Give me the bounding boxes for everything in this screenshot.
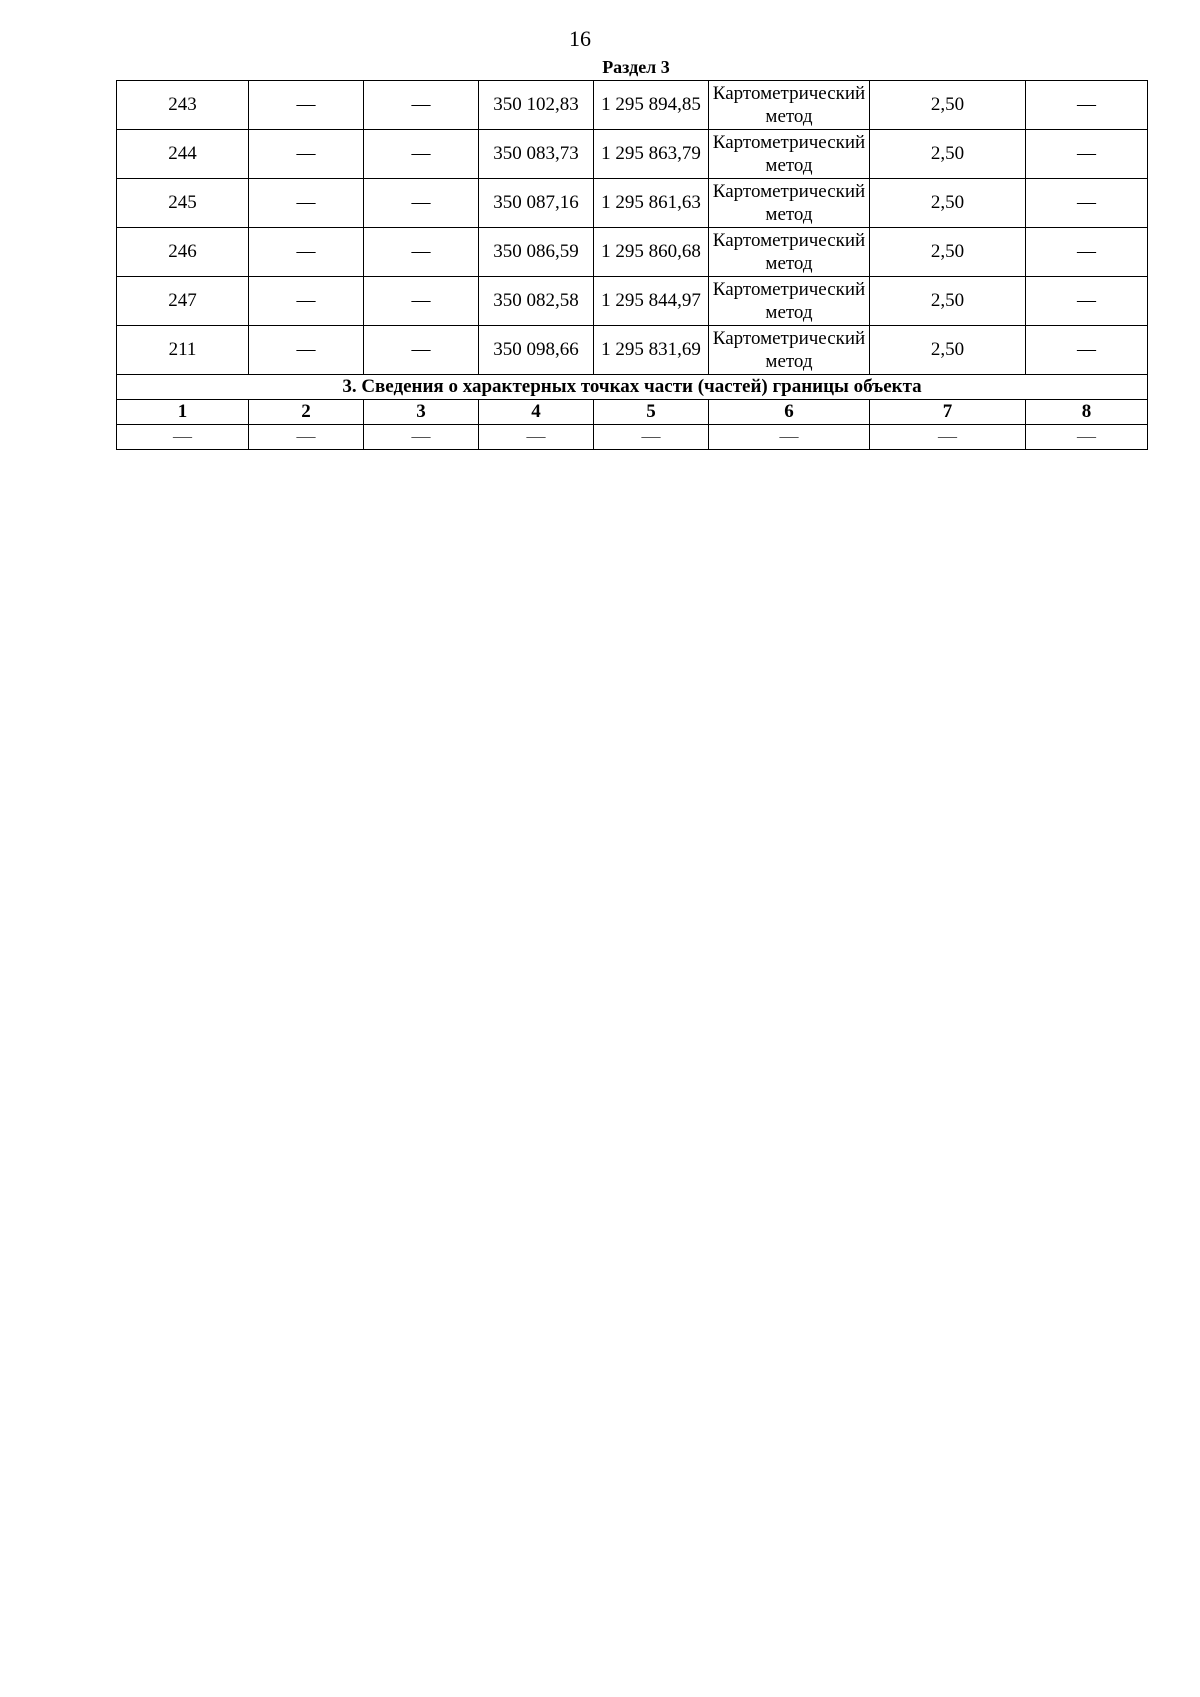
column-number: 6 [709, 400, 870, 425]
dash-cell: — [1026, 179, 1148, 228]
dash-cell: — [249, 326, 364, 375]
table-row [117, 179, 1148, 228]
point-number-cell: 247 [117, 277, 249, 326]
dash-cell: — [1026, 228, 1148, 277]
dash-cell: — [364, 326, 479, 375]
dash-cell: — [249, 179, 364, 228]
dash-cell: — [364, 179, 479, 228]
empty-part-row [117, 425, 1148, 450]
column-number: 7 [870, 400, 1026, 425]
dash-cell: — [117, 425, 249, 450]
accuracy-cell: 2,50 [870, 228, 1026, 277]
dash-cell: — [1026, 277, 1148, 326]
x-coordinate-cell: 350 102,83 [479, 81, 594, 130]
dash-cell: — [1026, 425, 1148, 450]
point-number-cell: 245 [117, 179, 249, 228]
part-section-heading-row [117, 375, 1148, 400]
method-cell: Картометрический метод [709, 326, 870, 375]
column-number: 3 [364, 400, 479, 425]
coordinates-table [116, 80, 1148, 450]
method-cell: Картометрический метод [709, 277, 870, 326]
y-coordinate-cell: 1 295 861,63 [594, 179, 709, 228]
table-row [117, 277, 1148, 326]
point-number-cell: 246 [117, 228, 249, 277]
accuracy-cell: 2,50 [870, 326, 1026, 375]
table-row [117, 130, 1148, 179]
method-cell: Картометрический метод [709, 81, 870, 130]
dash-cell: — [594, 425, 709, 450]
table-row [117, 81, 1148, 130]
column-number: 8 [1026, 400, 1148, 425]
point-number-cell: 211 [117, 326, 249, 375]
accuracy-cell: 2,50 [870, 277, 1026, 326]
x-coordinate-cell: 350 098,66 [479, 326, 594, 375]
x-coordinate-cell: 350 087,16 [479, 179, 594, 228]
dash-cell: — [364, 277, 479, 326]
column-number: 4 [479, 400, 594, 425]
part-section-heading: 3. Сведения о характерных точках части (частей) границы объекта [117, 375, 1148, 400]
accuracy-cell: 2,50 [870, 81, 1026, 130]
dash-cell: — [249, 228, 364, 277]
y-coordinate-cell: 1 295 831,69 [594, 326, 709, 375]
dash-cell: — [709, 425, 870, 450]
table-row [117, 326, 1148, 375]
y-coordinate-cell: 1 295 844,97 [594, 277, 709, 326]
x-coordinate-cell: 350 083,73 [479, 130, 594, 179]
dash-cell: — [249, 130, 364, 179]
dash-cell: — [249, 425, 364, 450]
y-coordinate-cell: 1 295 863,79 [594, 130, 709, 179]
point-number-cell: 244 [117, 130, 249, 179]
method-cell: Картометрический метод [709, 130, 870, 179]
dash-cell: — [364, 425, 479, 450]
dash-cell: — [364, 228, 479, 277]
table-row [117, 228, 1148, 277]
x-coordinate-cell: 350 086,59 [479, 228, 594, 277]
dash-cell: — [479, 425, 594, 450]
dash-cell: — [1026, 326, 1148, 375]
dash-cell: — [1026, 130, 1148, 179]
column-number: 1 [117, 400, 249, 425]
page-number: 16 [569, 26, 591, 51]
point-number-cell: 243 [117, 81, 249, 130]
y-coordinate-cell: 1 295 894,85 [594, 81, 709, 130]
x-coordinate-cell: 350 082,58 [479, 277, 594, 326]
dash-cell: — [364, 81, 479, 130]
accuracy-cell: 2,50 [870, 179, 1026, 228]
dash-cell: — [870, 425, 1026, 450]
dash-cell: — [249, 81, 364, 130]
method-cell: Картометрический метод [709, 228, 870, 277]
dash-cell: — [364, 130, 479, 179]
dash-cell: — [249, 277, 364, 326]
column-number-row [117, 400, 1148, 425]
method-cell: Картометрический метод [709, 179, 870, 228]
dash-cell: — [1026, 81, 1148, 130]
accuracy-cell: 2,50 [870, 130, 1026, 179]
column-number: 5 [594, 400, 709, 425]
y-coordinate-cell: 1 295 860,68 [594, 228, 709, 277]
section-title: Раздел 3 [602, 57, 670, 77]
column-number: 2 [249, 400, 364, 425]
